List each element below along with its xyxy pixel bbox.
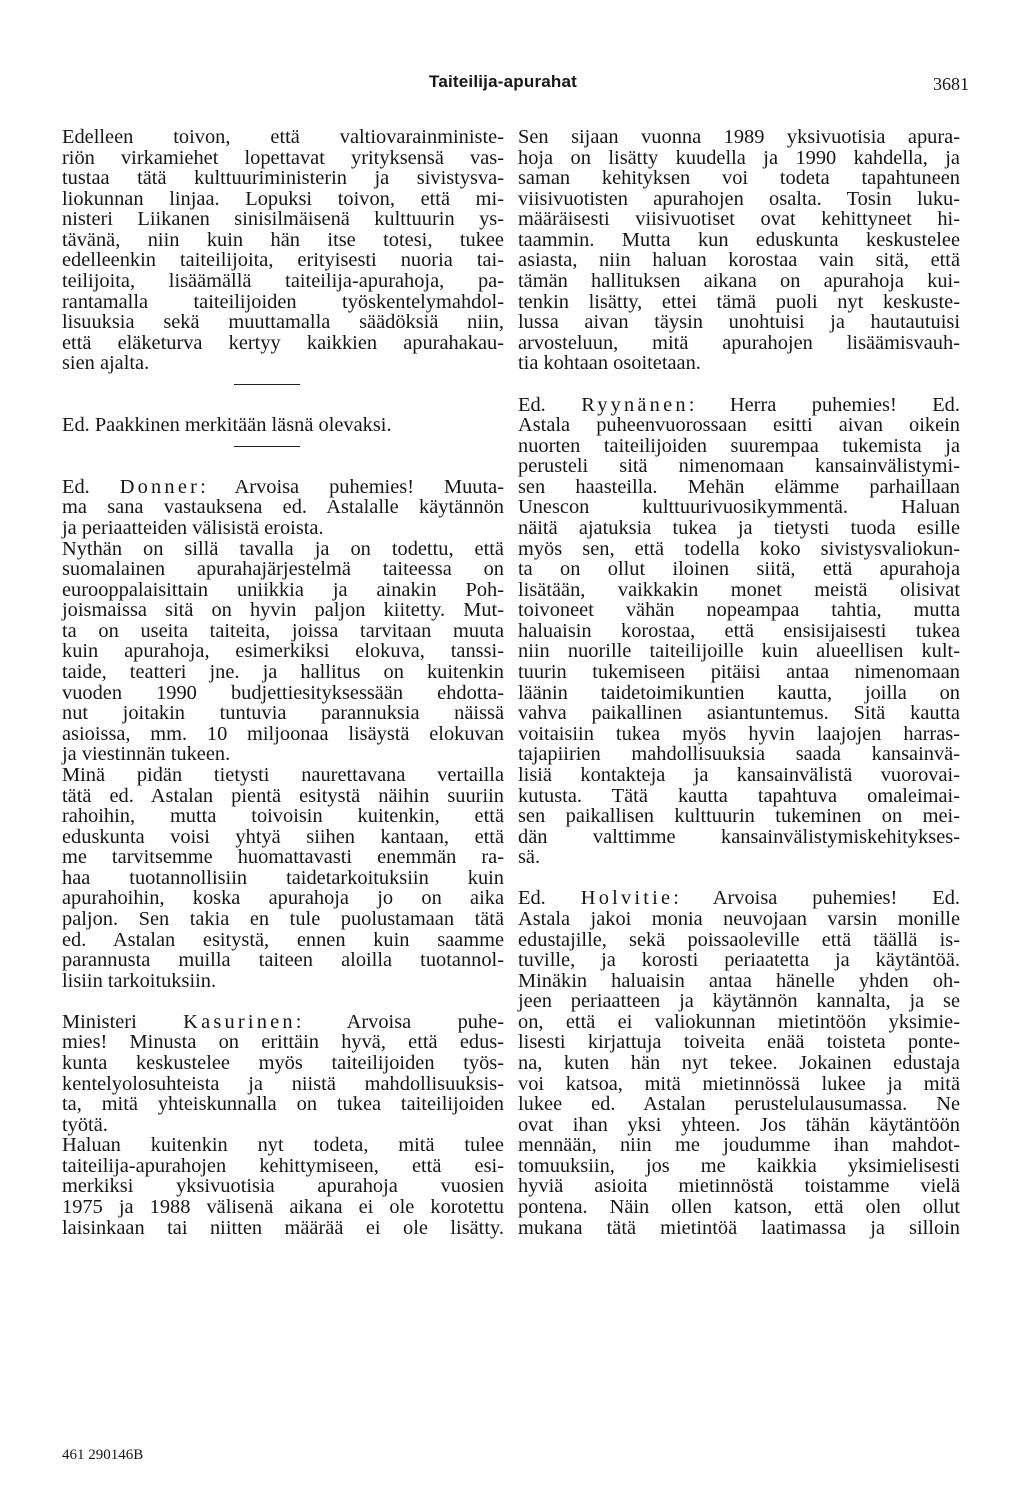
text-line: lisuuksia sekä muuttamalla säädöksiä niin, bbox=[62, 311, 504, 334]
speaker-prefix: Ministeri bbox=[62, 1010, 184, 1033]
paragraph-gap bbox=[62, 991, 504, 1012]
text-line: tävänä, niin kuin hän itse totesi, tukee bbox=[62, 228, 504, 251]
text-line: työtä. bbox=[62, 1113, 108, 1136]
speech-opening: : Arvoisa puhemies! Muuta- bbox=[200, 475, 504, 498]
speaker-name: Holvitie bbox=[580, 887, 674, 910]
text-line: taide, teatteri jne. ja hallitus on kuitenkin bbox=[62, 661, 504, 684]
text-line: liokunnan linjaa. Lopuksi toivon, että mi- bbox=[62, 187, 504, 210]
speaker-name: Ryynänen bbox=[581, 393, 689, 416]
text-line: Astala jakoi monia neuvojaan varsin monille bbox=[518, 907, 960, 930]
text-line: eurooppalaisittain uniikkia ja ainakin Poh- bbox=[62, 578, 504, 601]
speech-opening: : Arvoisa puhe- bbox=[295, 1010, 504, 1033]
text-line: mukana tätä mietintöä laatimassa ja silloin bbox=[518, 1216, 960, 1239]
speaker-prefix: Ed. bbox=[62, 475, 120, 498]
text-line: määräisesti viisivuotiset ovat kehittyneet hi- bbox=[518, 208, 960, 231]
text-line: tämän hallituksen aikana on apurahoja kui- bbox=[518, 270, 960, 293]
text-line: edelleenkin taiteilijoita, erityisesti nuoria tai- bbox=[62, 249, 504, 272]
speech-opening: : Arvoisa puhemies! Ed. bbox=[673, 887, 960, 910]
text-line: ja periaatteiden välisistä eroista. bbox=[62, 516, 324, 539]
text-line: hyviä asioita mietinnöstä toistamme vielä bbox=[518, 1175, 960, 1198]
text-line: apurahoihin, koska apurahoja jo on aika bbox=[62, 887, 504, 910]
text-line: rantamalla taiteilijoiden työskentelymahdol- bbox=[62, 290, 504, 313]
text-line: sen haasteilla. Mehän elämme parhaillaan bbox=[518, 475, 960, 498]
text-line: tajapiirien mahdollisuuksia saada kansainvä- bbox=[518, 743, 960, 766]
text-line: edustajille, sekä poissaoleville että täällä is- bbox=[518, 928, 960, 951]
right-column bbox=[518, 127, 960, 1238]
separator-rule bbox=[234, 384, 300, 385]
text-line: ta on useita taiteita, joissa tarvitaan muuta bbox=[62, 619, 504, 642]
text-line: haluaisin korostaa, että ensisijaisesti tukea bbox=[518, 619, 960, 642]
text-line: mennään, niin me joudumme ihan mahdot- bbox=[518, 1134, 960, 1157]
text-line: lisesti kirjattuja toiveita enää toisteta ponte- bbox=[518, 1031, 960, 1054]
text-line: sien ajalta. bbox=[62, 352, 150, 375]
text-line: viisivuotisten apurahojen osalta. Tosin luku- bbox=[518, 187, 960, 210]
text-line: merkiksi yksivuotisia apurahoja vuosien bbox=[62, 1175, 504, 1198]
speaker-line bbox=[518, 395, 960, 416]
text-line: laisinkaan tai niitten määrää ei ole lisätty. bbox=[62, 1216, 504, 1239]
text-line: dän valttimme kansainvälistymiskehitykses- bbox=[518, 825, 960, 848]
text-line: paljon. Sen takia en tule puolustamaan tätä bbox=[62, 907, 504, 930]
text-line: Unescon kulttuurivuosikymmentä. Haluan bbox=[518, 496, 960, 519]
left-column bbox=[62, 127, 504, 1238]
text-line: näitä ajatuksia tukea ja tietysti tuoda esille bbox=[518, 516, 960, 539]
text-line: kutusta. Tätä kautta tapahtuva omaleimai- bbox=[518, 784, 960, 807]
separator bbox=[62, 374, 504, 415]
text-line: teilijoita, lisäämällä taiteilija-apurahoja, pa- bbox=[62, 270, 504, 293]
text-line: parannusta muilla taiteen aloilla tuotannol- bbox=[62, 949, 504, 972]
text-line: na, kuten hän nyt tekee. Jokainen edustaja bbox=[518, 1052, 960, 1075]
text-line: joismaissa sitä on hyvin paljon kiitetty. Mut- bbox=[62, 599, 504, 622]
running-header-title: Taiteilija-apurahat bbox=[429, 72, 578, 91]
text-line: saman kehityksen voi todeta tapahtuneen bbox=[518, 167, 960, 190]
text-line: haa tuotannollisiin taidetarkoituksiin kuin bbox=[62, 866, 504, 889]
text-line: vuoden 1990 budjettiesityksessään ehdotta- bbox=[62, 681, 504, 704]
text-line: jeen periaatteen ja käytännön kannalta, ja se bbox=[518, 990, 960, 1013]
text-line: Minä pidän tietysti naurettavana vertailla bbox=[62, 763, 504, 786]
text-line: asiasta, niin haluan korostaa vain sitä, että bbox=[518, 249, 960, 272]
text-line: Ed. Paakkinen merkitään läsnä olevaksi. bbox=[62, 414, 392, 437]
speaker-line bbox=[62, 477, 504, 498]
text-line: läänin taidetoimikuntien kautta, joilla on bbox=[518, 681, 960, 704]
text-line: tustaa tätä kulttuuriministerin ja sivistysva- bbox=[62, 167, 504, 190]
text-line: lisätään, vaikkakin monet meistä olisivat bbox=[518, 578, 960, 601]
text-line: tia kohtaan osoitetaan. bbox=[518, 352, 701, 375]
text-line: tätä ed. Astalan pientä esitystä näihin suuriin bbox=[62, 784, 504, 807]
print-code: 461 290146B bbox=[62, 1447, 144, 1463]
text-line: toivoneet vähän nopeampaa tahtia, mutta bbox=[518, 599, 960, 622]
text-line: eduskunta voisi yhtyä siihen kantaan, että bbox=[62, 825, 504, 848]
text-line: lisiin tarkoituksiin. bbox=[62, 969, 217, 992]
text-line: lukee ed. Astalan perustelulausumassa. Ne bbox=[518, 1093, 960, 1116]
text-line: tuurin tukemiseen pitäisi antaa nimenomaan bbox=[518, 661, 960, 684]
text-line: ta, mitä yhteiskunnalla on tukea taiteilijoiden bbox=[62, 1093, 504, 1116]
text-line: 1975 ja 1988 välisenä aikana ei ole korotettu bbox=[62, 1196, 504, 1219]
text-line: kunta keskustelee myös taiteilijoiden työs- bbox=[62, 1052, 504, 1075]
text-line: Haluan kuitenkin nyt todeta, mitä tulee bbox=[62, 1134, 504, 1157]
text-line: nuorten taiteilijoiden suurempaa tukemista ja bbox=[518, 434, 960, 457]
text-line: me tarvitsemme huomattavasti enemmän ra- bbox=[62, 846, 504, 869]
text-line: Sen sijaan vuonna 1989 yksivuotisia apura- bbox=[518, 126, 960, 148]
speaker-name: Donner bbox=[119, 475, 201, 498]
text-line: vahva paikallinen asiantuntemus. Sitä kautta bbox=[518, 702, 960, 725]
paragraph-gap bbox=[518, 868, 960, 889]
text-line: sä. bbox=[518, 846, 541, 869]
text-line: Minäkin haluaisin antaa hänelle yhden oh- bbox=[518, 969, 960, 992]
speaker-name: Kasurinen bbox=[183, 1010, 296, 1033]
text-line: on, että ei valiokunnan mietintöön yksimie- bbox=[518, 1010, 960, 1033]
text-line: lisiä kontakteja ja kansainvälistä vuorovai- bbox=[518, 763, 960, 786]
speaker-prefix: Ed. bbox=[518, 887, 581, 910]
text-line: että eläketurva kertyy kaikkien apurahakau- bbox=[62, 331, 504, 354]
text-line: ma sana vastauksena ed. Astalalle käytännön bbox=[62, 496, 504, 519]
text-line: asioissa, mm. 10 miljoonaa lisäystä elokuvan bbox=[62, 722, 504, 745]
text-line: voitaisiin tukea myös hyvin laajojen harras- bbox=[518, 722, 960, 745]
speaker-line bbox=[518, 888, 960, 909]
text-line: sen paikallisen kulttuurin tukeminen on mei- bbox=[518, 805, 960, 828]
text-line: lussa aivan täysin unohtuisi ja hautautuisi bbox=[518, 311, 960, 334]
text-line: kuin apurahoja, esimerkiksi elokuva, tanssi- bbox=[62, 640, 504, 663]
text-line: tuville, ja korosti periaatetta ja käytäntöä. bbox=[518, 949, 960, 972]
text-line: nut joitakin tuntuvia parannuksia näissä bbox=[62, 702, 504, 725]
text-line: arvosteluun, mitä apurahojen lisäämisvauh- bbox=[518, 331, 960, 354]
text-line: ja viestinnän tukeen. bbox=[62, 743, 231, 766]
text-line: niin nuorille taiteilijoille kuin alueellisen kult- bbox=[518, 640, 960, 663]
text-line: riön virkamiehet lopettavat yrityksensä vas- bbox=[62, 146, 504, 169]
separator-rule bbox=[234, 446, 300, 447]
text-line: taiteilija-apurahojen kehittymiseen, että esi- bbox=[62, 1154, 504, 1177]
text-line: Astala puheenvuorossaan esitti aivan oikein bbox=[518, 414, 960, 437]
text-line: perusteli sitä nimenomaan kansainvälistymi- bbox=[518, 455, 960, 478]
text-line: ovat ihan yksi yhteen. Jos tähän käytäntöön bbox=[518, 1113, 960, 1136]
text-line: Edelleen toivon, että valtiovarainministe- bbox=[62, 126, 504, 148]
separator bbox=[62, 436, 504, 477]
text-line: mies! Minusta on erittäin hyvä, että edus- bbox=[62, 1031, 504, 1054]
text-line: ta on ollut iloinen siitä, että apurahoja bbox=[518, 558, 960, 581]
text-line: ed. Astalan esitystä, ennen kuin saamme bbox=[62, 928, 504, 951]
text-line: hoja on lisätty kuudella ja 1990 kahdella, ja bbox=[518, 146, 960, 169]
text-line: myös sen, että todella koko sivistysvaliokun- bbox=[518, 537, 960, 560]
text-line: voi katsoa, mitä mietinnössä lukee ja mitä bbox=[518, 1072, 960, 1095]
text-line: Nythän on sillä tavalla ja on todettu, että bbox=[62, 537, 504, 560]
text-line: pontena. Näin ollen katson, että olen ollut bbox=[518, 1196, 960, 1219]
text-line: nisteri Liikanen sinisilmäisenä kulttuurin ys- bbox=[62, 208, 504, 231]
speaker-prefix: Ed. bbox=[518, 393, 582, 416]
speaker-line bbox=[62, 1012, 504, 1033]
text-line: tenkin lisätty, ettei tämä puoli nyt keskuste- bbox=[518, 290, 960, 313]
paragraph-gap bbox=[518, 374, 960, 395]
text-line: kentelyolosuhteista ja niistä mahdollisuuksis- bbox=[62, 1072, 504, 1095]
speech-opening: : Herra puhemies! Ed. bbox=[688, 393, 960, 416]
page-number: 3681 bbox=[933, 74, 969, 94]
text-line: tomuuksiin, jos me kaikkia yksimielisesti bbox=[518, 1154, 960, 1177]
text-line: rahoihin, mutta toivoisin kuitenkin, että bbox=[62, 805, 504, 828]
text-line: taammin. Mutta kun eduskunta keskustelee bbox=[518, 228, 960, 251]
text-line: suomalainen apurahajärjestelmä taiteessa on bbox=[62, 558, 504, 581]
